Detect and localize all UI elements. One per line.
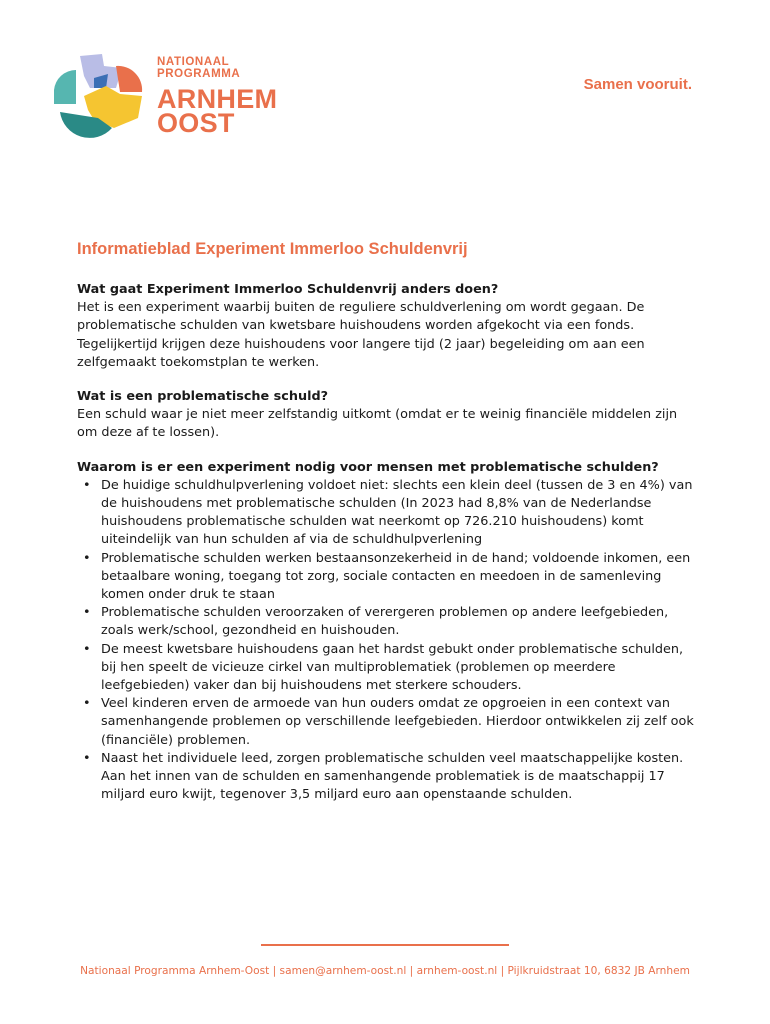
section-paragraph: Het is een experiment waarbij buiten de reguliere schuldverlening om wordt gegaan. De problematische schulden van kwetsbare huishoudens worden afgekocht via een fonds. Tegelijkertijd krijgen deze huishoudens voor langere tijd (2 jaar) begeleiding om aan een zelfgemaakt toekomstplan te werken. bbox=[77, 300, 645, 370]
section-heading: Wat gaat Experiment Immerloo Schuldenvrij anders doen? bbox=[77, 282, 499, 297]
list-item: • De meest kwetsbare huishoudens gaan het hardst gebukt onder problematische schulden, bij hen speelt de vicieuze cirkel van multiproblematiek (problemen op meerdere leefgebieden) vaker dan bij huishoudens met sterkere schouders. bbox=[77, 641, 697, 696]
program-logo bbox=[50, 52, 170, 138]
footer-contact: Nationaal Programma Arnhem-Oost | samen@arnhem-oost.nl | arnhem-oost.nl | Pijlkruidstraat 10, 6832 JB Arnhem bbox=[80, 965, 690, 977]
document-body bbox=[77, 281, 697, 804]
brand-line-2: PROGRAMMA bbox=[157, 68, 241, 80]
brand-line-4: OOST bbox=[157, 108, 235, 138]
list-item: • Veel kinderen erven de armoede van hun ouders omdat ze opgroeien in een context van samenhangende problemen op verschillende leefgebieden. Hierdoor ontwikkelen zij zelf ook (financiële) problemen. bbox=[77, 695, 697, 750]
brand-line-3: ARNHEM bbox=[157, 84, 278, 114]
section-heading: Waarom is er een experiment nodig voor mensen met problematische schulden? bbox=[77, 459, 659, 475]
reasons-list bbox=[77, 477, 697, 805]
document-title: Informatieblad Experiment Immerloo Schuldenvrij bbox=[77, 240, 468, 258]
list-item: • Problematische schulden werken bestaansonzekerheid in de hand; voldoende inkomen, een betaalbare woning, toegang tot zorg, sociale contacten en meedoen in de samenleving komen onder druk te staan bbox=[77, 550, 697, 605]
section-paragraph: Een schuld waar je niet meer zelfstandig uitkomt (omdat er te weinig financiële middelen zijn om deze af te lossen). bbox=[77, 407, 678, 441]
logo-aqua-shape bbox=[54, 70, 76, 104]
tagline: Samen vooruit. bbox=[583, 76, 692, 93]
footer-divider bbox=[261, 944, 509, 946]
brand-line-1: NATIONAAL bbox=[157, 56, 230, 68]
list-item: • Naast het individuele leed, zorgen problematische schulden veel maatschappelijke kosten. Aan het innen van de schulden en samenhangende problematiek is de maatschappij 17 miljard euro kwijt, tegenover 3,5 miljard euro aan openstaande schulden. bbox=[77, 750, 697, 805]
section-heading: Wat is een problematische schuld? bbox=[77, 389, 329, 405]
list-item: • De huidige schuldhulpverlening voldoet niet: slechts een klein deel (tussen de 3 en 4%) van de huishoudens met problematische schulden (In 2023 had 8,8% van de Nederlandse huishoudens problematische schulden wat neerkomt op 726.210 huishoudens) komt uiteindelijk van hun schulden af via de schuldhulpverlening bbox=[77, 477, 697, 550]
logo-orange-shape bbox=[116, 66, 142, 92]
brand-wordmark bbox=[157, 56, 278, 138]
list-item: • Problematische schulden veroorzaken of verergeren problemen op andere leefgebieden, zoals werk/school, gezondheid en huishouden. bbox=[77, 604, 697, 640]
